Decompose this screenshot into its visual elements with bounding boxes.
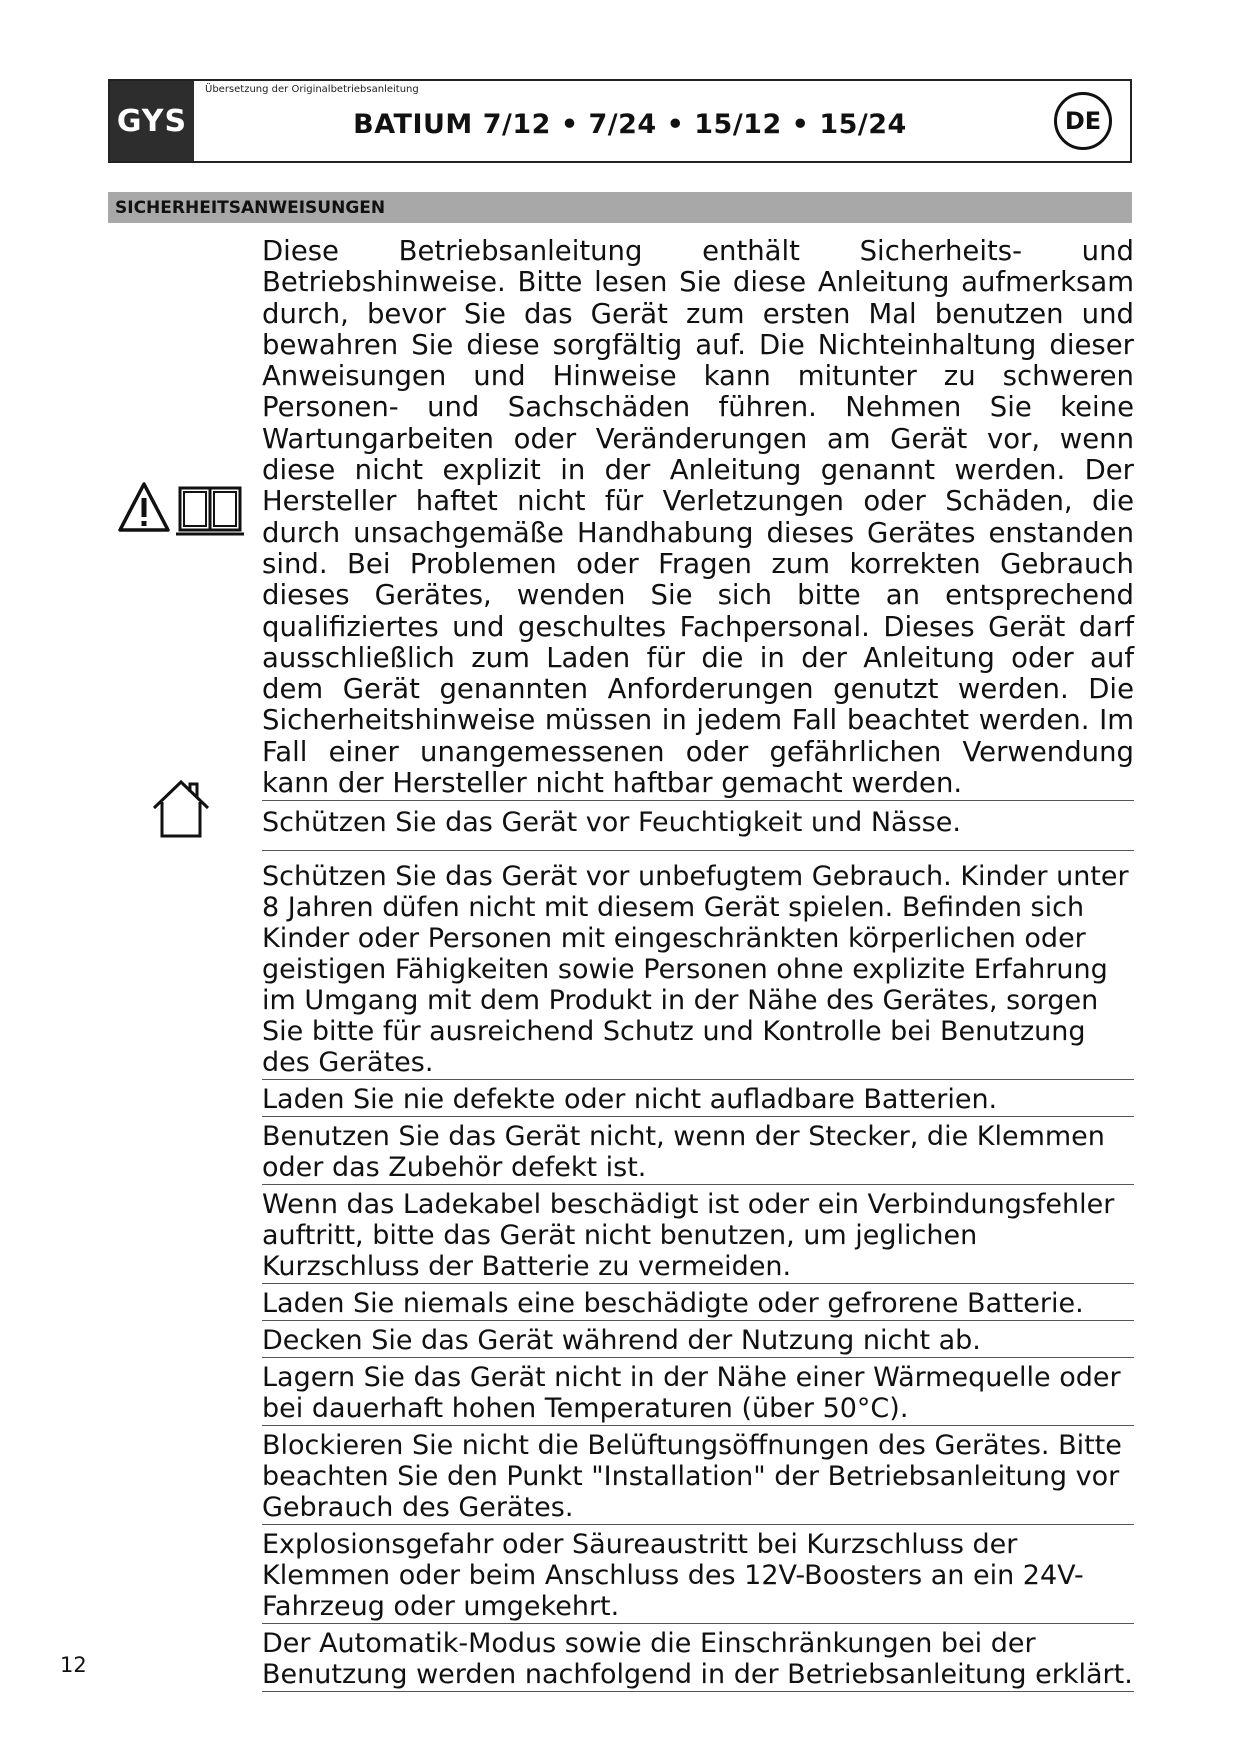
document-header <box>108 79 1132 163</box>
language-badge: DE <box>1054 92 1112 150</box>
instruction-humidity: Schützen Sie das Gerät vor Feuchtigkeit und Nässe. <box>262 805 1134 851</box>
gys-logo: GYS <box>110 81 194 161</box>
section-title: SICHERHEITSANWEISUNGEN <box>108 192 1132 223</box>
instruction-damaged-cable: Wenn das Ladekabel beschädigt ist oder ein Verbindungsfehler auftritt, bitte das Gerät nicht benutzen, um jeglichen Kurzschluss der Batterie zu vermeiden. <box>262 1189 1134 1284</box>
instruction-do-not-cover: Decken Sie das Gerät während der Nutzung nicht ab. <box>262 1325 1134 1358</box>
instruction-automatic-mode: Der Automatik-Modus sowie die Einschränkungen bei der Benutzung werden nachfolgend in der Betriebsanleitung erklärt. <box>262 1628 1133 1691</box>
warning-read-manual-icon <box>118 480 246 536</box>
instruction-explosion-risk: Explosionsgefahr oder Säureaustritt bei Kurzschluss der Klemmen oder beim Anschluss des 12V-Boosters an ein 24V-Fahrzeug oder umgekehrt. <box>262 1529 1134 1624</box>
safety-instructions <box>262 236 1134 1696</box>
instruction-defective-batteries: Laden Sie nie defekte oder nicht aufladbare Batterien. <box>262 1084 1134 1117</box>
indoor-use-house-icon <box>150 778 212 840</box>
intro-paragraph: Diese Betriebsanleitung enthält Sicherheits- und Betriebshinweise. Bitte lesen Sie diese Anleitung aufmerksam durch, bevor Sie das Gerät zum ersten Mal benutzen und bewahren Sie diese sorgfältig auf. Die Nichteinhaltung dieser Anweisungen und Hinweise kann mitunter zu schweren Personen- und Sachschäden führen. Nehmen Sie keine Wartungarbeiten oder Veränderungen am Gerät vor, wenn diese nicht explizit in der Anleitung genannt werden. Der Hersteller haftet nicht für Verletzungen oder Schäden, die durch unsachgemäße Handhabung dieses Gerätes enstanden sind. Bei Problemen oder Fragen zum korrekten Gebrauch dieses Gerätes, wenden Sie sich bitte an entsprechend qualifiziertes und geschultes Fachpersonal. Dieses Gerät darf ausschließlich zum Laden für die in der Anleitung oder auf dem Gerät genannten Anforderungen genutzt werden. Die Sicherheitshinweise müssen in jedem Fall beachtet werden. Im Fall einer unangemessenen oder gefährlichen Verwendung kann der Hersteller nicht haftbar gemacht werden. <box>262 236 1134 801</box>
translation-subtitle: Übersetzung der Originalbetriebsanleitung <box>205 84 419 95</box>
instruction-ventilation: Blockieren Sie nicht die Belüftungsöffnungen des Gerätes. Bitte beachten Sie den Punkt "Installation" der Betriebsanleitung vor Gebrauch des Gerätes. <box>262 1430 1134 1525</box>
instruction-unauthorized-use: Schützen Sie das Gerät vor unbefugtem Gebrauch. Kinder unter 8 Jahren düfen nicht mit diesem Gerät spielen. Befinden sich Kinder oder Personen mit eingeschränkten körperlichen oder geistigen Fähigkeiten sowie Personen ohne explizite Erfahrung im Umgang mit dem Produkt in der Nähe des Gerätes, sorgen Sie bitte für ausreichend Schutz und Kontrolle bei Benutzung des Gerätes. <box>262 861 1134 1080</box>
instruction-heat-source: Lagern Sie das Gerät nicht in der Nähe einer Wärmequelle oder bei dauerhaft hohen Temperaturen (über 50°C). <box>262 1362 1134 1426</box>
page-number: 12 <box>60 1653 87 1677</box>
instruction-frozen-battery: Laden Sie niemals eine beschädigte oder gefrorene Batterie. <box>262 1288 1134 1321</box>
document-title: BATIUM 7/12 • 7/24 • 15/12 • 15/24 <box>353 109 907 140</box>
instruction-defective-plug: Benutzen Sie das Gerät nicht, wenn der Stecker, die Klemmen oder das Zubehör defekt ist. <box>262 1121 1134 1185</box>
